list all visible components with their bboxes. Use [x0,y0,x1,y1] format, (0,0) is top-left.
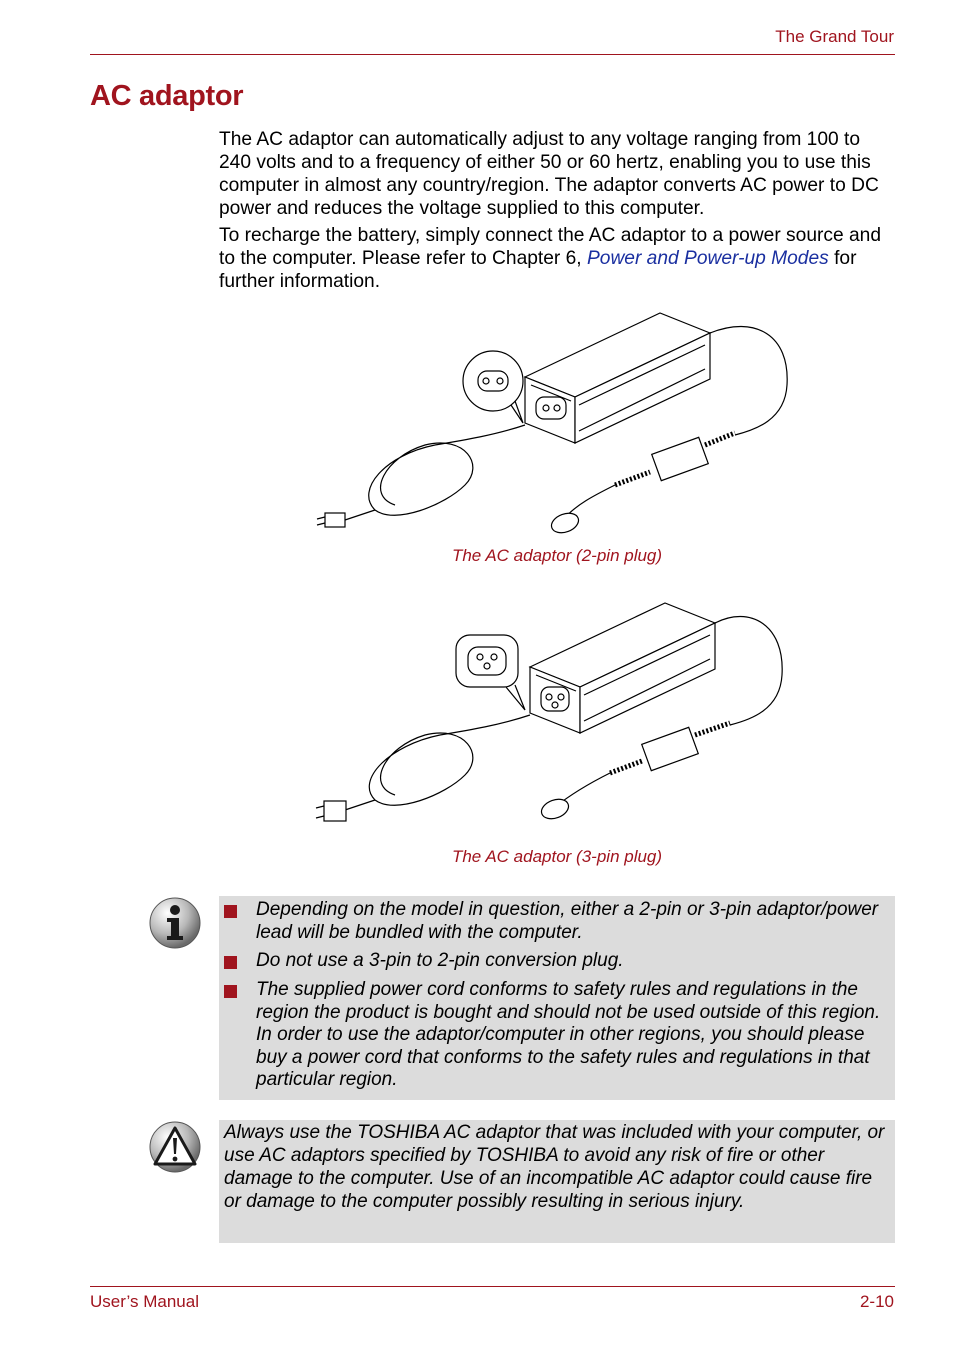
footer-rule [90,1286,895,1287]
bullet-icon [224,905,237,918]
footer-manual-title: User’s Manual [90,1292,199,1311]
bullet-icon [224,985,237,998]
note-item-text: Do not use a 3-pin to 2-pin conversion plug. [256,950,624,971]
running-header: The Grand Tour [775,27,894,46]
figure-caption-3pin: The AC adaptor (3-pin plug) [451,847,663,866]
chapter-link[interactable]: Power and Power-up Modes [586,248,829,269]
section-title: AC adaptor [90,80,244,112]
warning-text: Always use the TOSHIBA AC adaptor that was included with your computer, or use AC adaptors specified by TOSHIBA to avoid any risk of fire or other damage to the computer. Use of an incompatible AC adaptor could cause fire or damage to the computer possibly resulting in serious injury. [224,1122,885,1212]
bullet-icon [224,956,237,969]
recharge-text-end: for further information. [219,248,857,292]
note-item-text: Depending on the model in question, either a 2-pin or 3-pin adaptor/power lead will be bundled with the computer. [256,899,879,943]
recharge-paragraph [219,224,894,293]
warning-note-box [219,1120,895,1243]
note-item [219,979,895,1092]
header-rule [90,54,895,55]
info-icon [148,896,202,950]
warning-icon [148,1120,202,1174]
recharge-text: To recharge the battery, simply connect the AC adaptor to a power source and to the computer. Please refer to Chapter 6, [219,225,881,269]
intro-paragraph: The AC adaptor can automatically adjust to any voltage ranging from 100 to 240 volts and to a frequency of either 50 or 60 hertz, enabling you to use this computer in almost any country/region. The adaptor converts AC power to DC power and reduces the voltage supplied to this computer. [219,129,879,219]
info-note-box [219,896,895,1100]
ac-adaptor-3pin-illustration [310,595,800,840]
note-item [219,899,895,944]
note-item [219,950,624,973]
page-number: 2-10 [859,1292,894,1311]
figure-caption-2pin: The AC adaptor (2-pin plug) [451,546,663,565]
ac-adaptor-2pin-illustration [315,305,805,545]
note-item-text: The supplied power cord conforms to safety rules and regulations in the region the product is bought and should not be used outside of this region. In order to use the adaptor/computer in other regions, you should please buy a power cord that conforms to the safety rules and regulations in that particular region. [256,979,881,1091]
